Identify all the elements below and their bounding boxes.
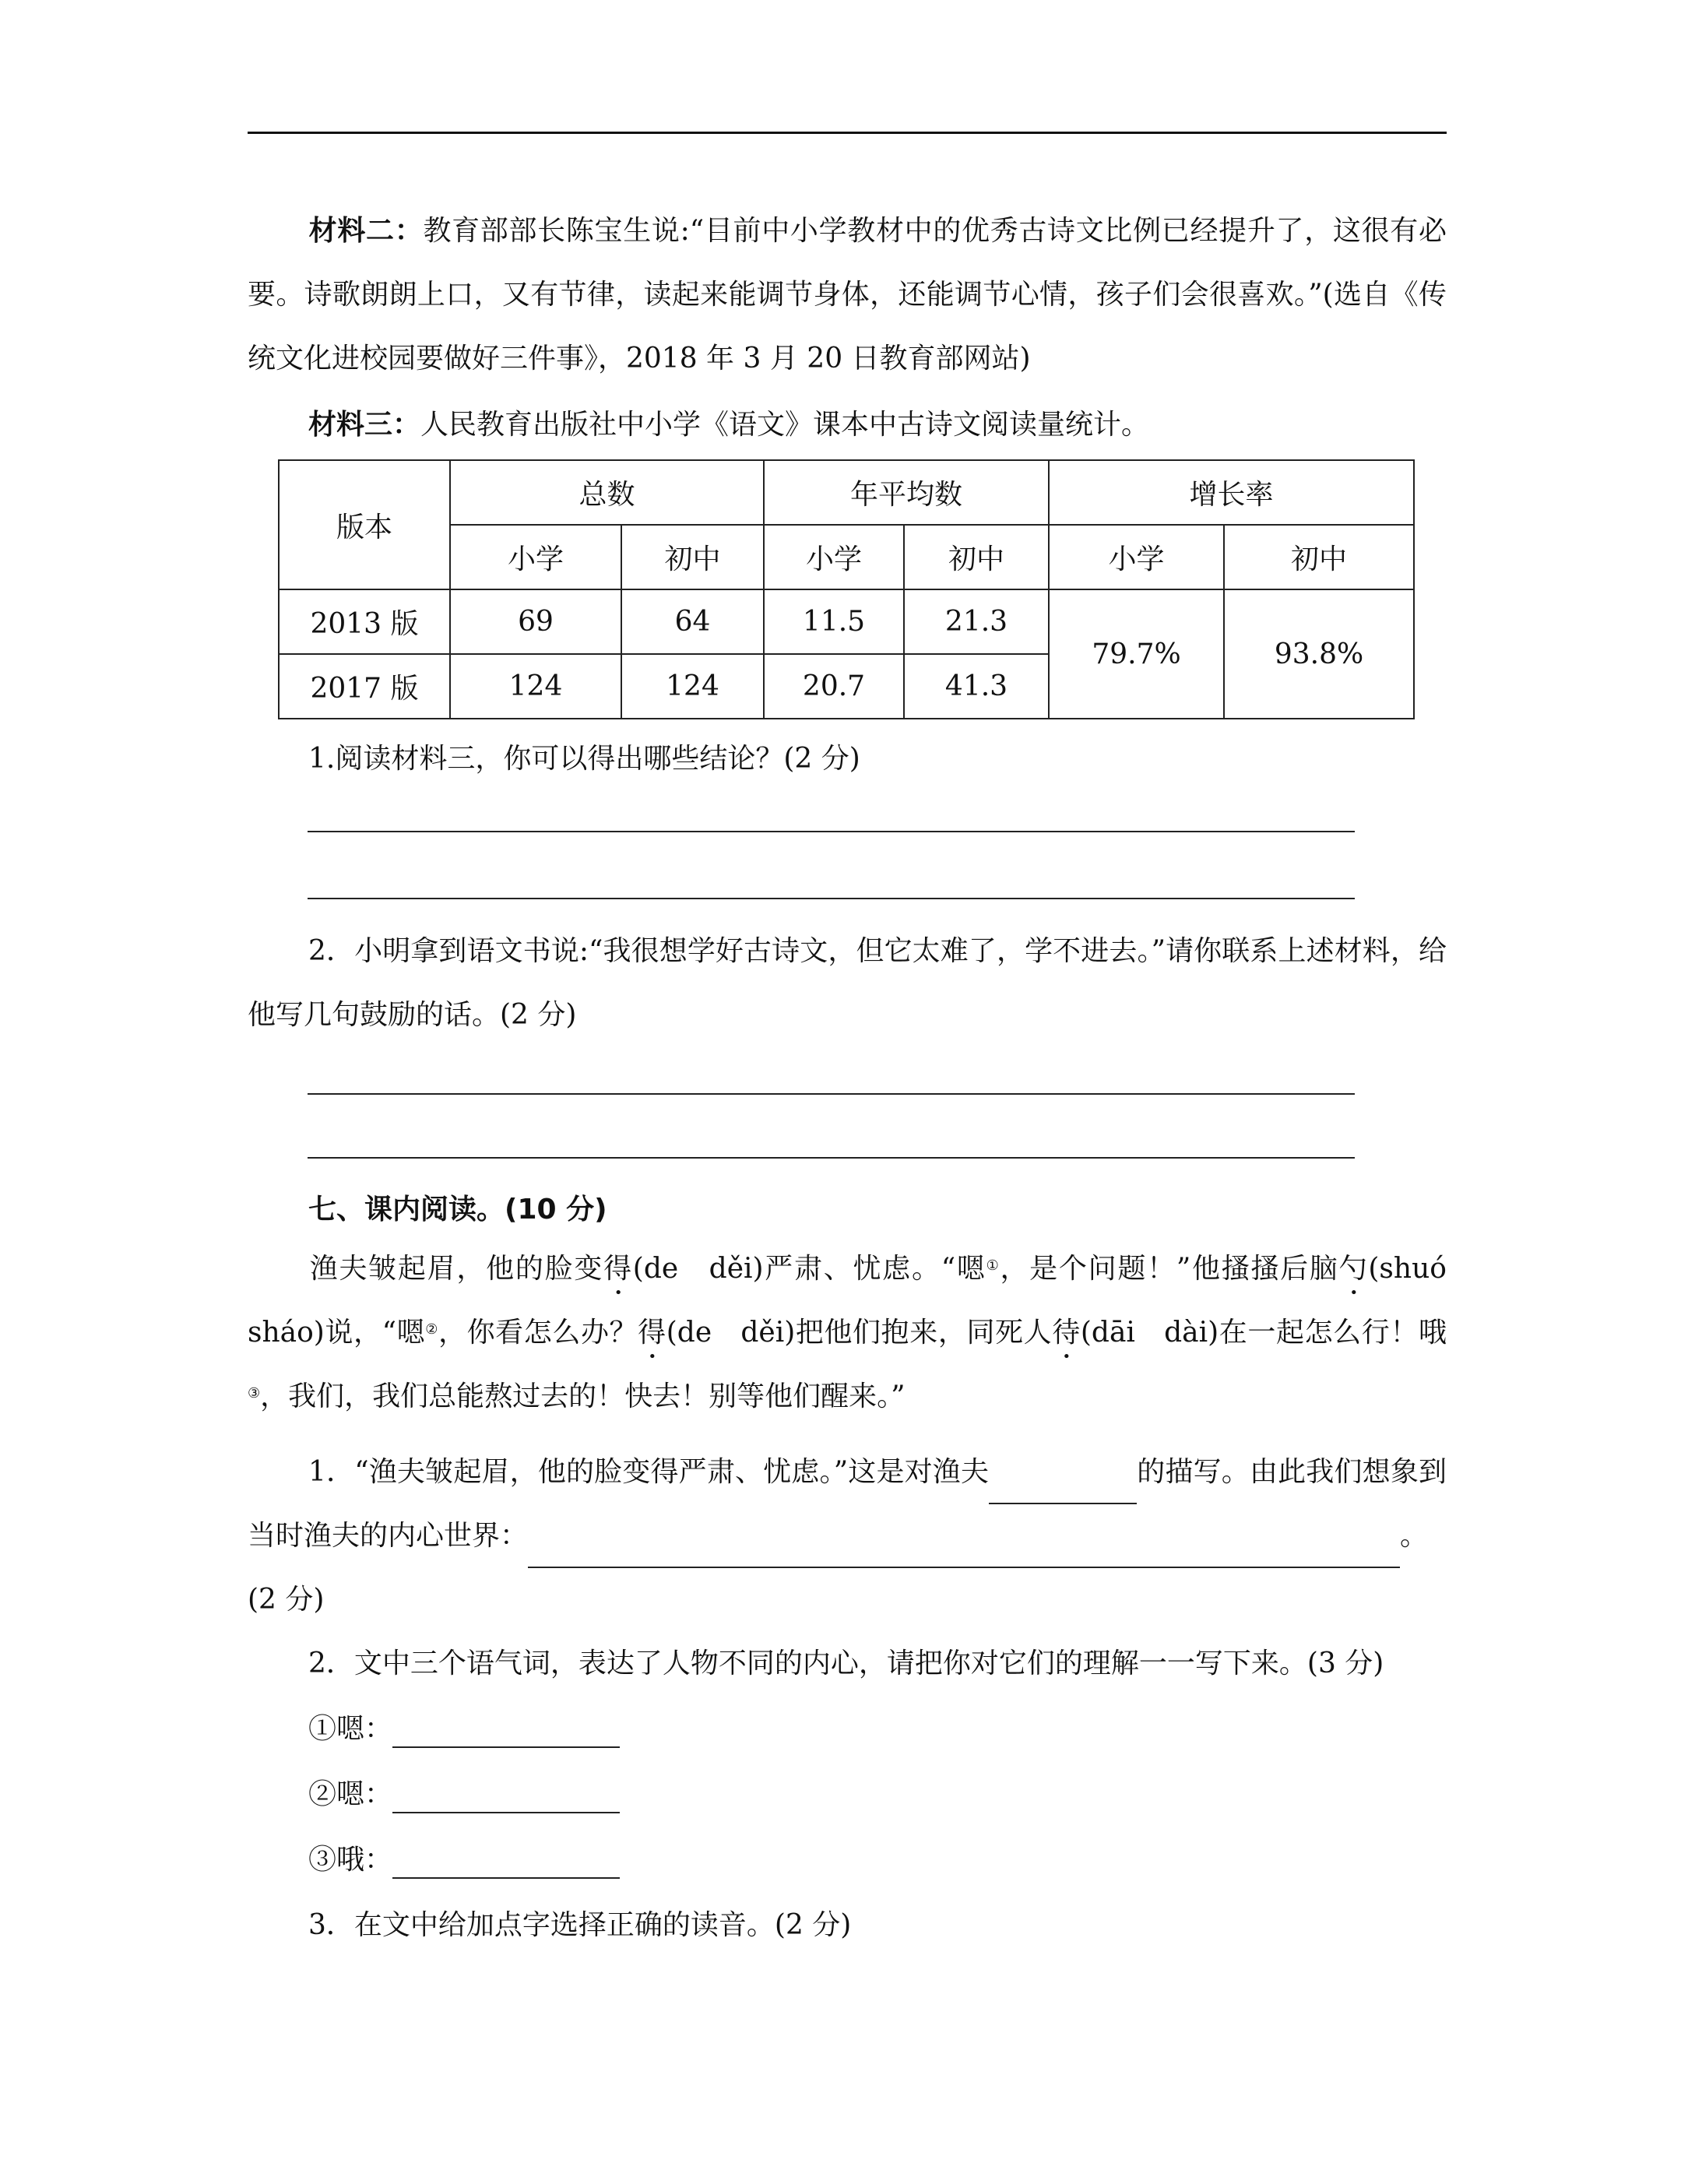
question-text: 1．“渔夫皱起眉，他的脸变得严肃、忧虑。”这是对渔夫 — [308, 1456, 990, 1488]
material-two-paragraph — [248, 199, 1447, 391]
dotted-char: 勺 — [1338, 1253, 1369, 1285]
section-7-question-2: 2．文中三个语气词，表达了人物不同的内心，请把你对它们的理解一一写下来。(3 分) — [308, 1648, 1384, 1679]
question-2 — [248, 920, 1447, 1047]
edition-cell: 2017 版 — [279, 654, 450, 719]
growth-primary-cell: 79.7% — [1049, 589, 1224, 719]
material-two-label: 材料二： — [308, 215, 424, 247]
passage-text: (dāi dài)在一起怎么行！哦 — [1080, 1317, 1447, 1349]
passage-text: ，是个问题！”他搔搔后脑 — [1000, 1253, 1339, 1285]
table-cell: 21.3 — [904, 589, 1049, 654]
material-three-paragraph — [248, 393, 1447, 457]
blank-item-2 — [308, 1776, 620, 1813]
blank-item-3 — [308, 1841, 620, 1879]
fill-blank[interactable] — [392, 1718, 620, 1748]
table-cell: 11.5 — [764, 589, 904, 654]
answer-line[interactable] — [308, 1093, 1355, 1095]
section-7-title: 七、课内阅读。(10 分) — [308, 1194, 607, 1226]
footnote-mark: ② — [425, 1321, 438, 1338]
section-7-question-1 — [248, 1440, 1447, 1632]
fill-blank[interactable] — [528, 1539, 1400, 1568]
passage-text: (de děi)把他们抱来，同死人 — [666, 1317, 1053, 1349]
subheader-avg-primary: 小学 — [764, 525, 904, 589]
answer-line[interactable] — [308, 831, 1355, 832]
dotted-char: 得 — [638, 1317, 666, 1349]
header-growth: 增长率 — [1049, 460, 1414, 525]
passage-text: (shuó sháo)说，“嗯 — [248, 1253, 1475, 1349]
question-text: 的描写。由此我们想象到当时渔夫的内心世界： — [248, 1456, 1447, 1552]
passage-paragraph — [248, 1237, 1475, 1429]
dotted-char: 待 — [1052, 1317, 1081, 1349]
question-2-text: 2．小明拿到语文书说:“我很想学好古诗文，但它太难了，学不进去。”请你联系上述材料，给他写几句鼓励的话。(2 分) — [248, 935, 1447, 1031]
question-1: 1.阅读材料三，你可以得出哪些结论？(2 分) — [308, 743, 860, 775]
fill-blank[interactable] — [989, 1475, 1137, 1504]
subheader-avg-junior: 初中 — [904, 525, 1049, 589]
table-cell: 41.3 — [904, 654, 1049, 719]
table-row — [279, 589, 1414, 654]
subheader-growth-primary: 小学 — [1049, 525, 1224, 589]
table-cell: 69 — [450, 589, 621, 654]
passage-text: (de děi)严肃、忧虑。“嗯 — [632, 1253, 986, 1285]
answer-line[interactable] — [308, 1157, 1355, 1159]
blank-label: ②嗯： — [308, 1778, 393, 1810]
table-cell: 124 — [621, 654, 764, 719]
subheader-growth-junior: 初中 — [1224, 525, 1414, 589]
passage-text: ，我们，我们总能熬过去的！快去！别等他们醒来。” — [260, 1380, 906, 1412]
header-edition: 版本 — [279, 460, 450, 589]
section-7-question-3: 3．在文中给加点字选择正确的读音。(2 分) — [308, 1909, 852, 1941]
table-cell: 64 — [621, 589, 764, 654]
question-text: 。 — [1400, 1520, 1429, 1552]
blank-label: ③哦： — [308, 1844, 393, 1876]
table-cell: 124 — [450, 654, 621, 719]
reading-stats-table — [278, 459, 1415, 719]
answer-line[interactable] — [308, 898, 1355, 899]
footnote-mark: ① — [986, 1257, 1000, 1274]
growth-junior-cell: 93.8% — [1224, 589, 1414, 719]
subheader-total-primary: 小学 — [450, 525, 621, 589]
question-score: (2 分) — [248, 1584, 325, 1616]
passage-text: ，你看怎么办？ — [438, 1317, 638, 1349]
dotted-char: 得 — [603, 1253, 633, 1285]
material-three-label: 材料三： — [308, 409, 421, 441]
fill-blank[interactable] — [392, 1849, 620, 1879]
passage-text: 渔夫皱起眉，他的脸变 — [308, 1253, 604, 1285]
table-cell: 20.7 — [764, 654, 904, 719]
header-average: 年平均数 — [764, 460, 1049, 525]
fill-blank[interactable] — [392, 1784, 620, 1813]
material-three-text: 人民教育出版社中小学《语文》课本中古诗文阅读量统计。 — [420, 409, 1150, 441]
top-rule — [248, 132, 1447, 134]
header-total: 总数 — [450, 460, 764, 525]
blank-label: ①嗯： — [308, 1713, 393, 1745]
footnote-mark: ③ — [248, 1385, 261, 1401]
material-two-text: 教育部部长陈宝生说:“目前中小学教材中的优秀古诗文比例已经提升了，这很有必要。诗歌朗朗上口，又有节律，读起来能调节身体，还能调节心情，孩子们会很喜欢。”(选自《传统文化进校园要做好三件事》，2018 年 3 月 20 日教育部网站) — [248, 215, 1447, 375]
edition-cell: 2013 版 — [279, 589, 450, 654]
subheader-total-junior: 初中 — [621, 525, 764, 589]
blank-item-1 — [308, 1711, 620, 1748]
